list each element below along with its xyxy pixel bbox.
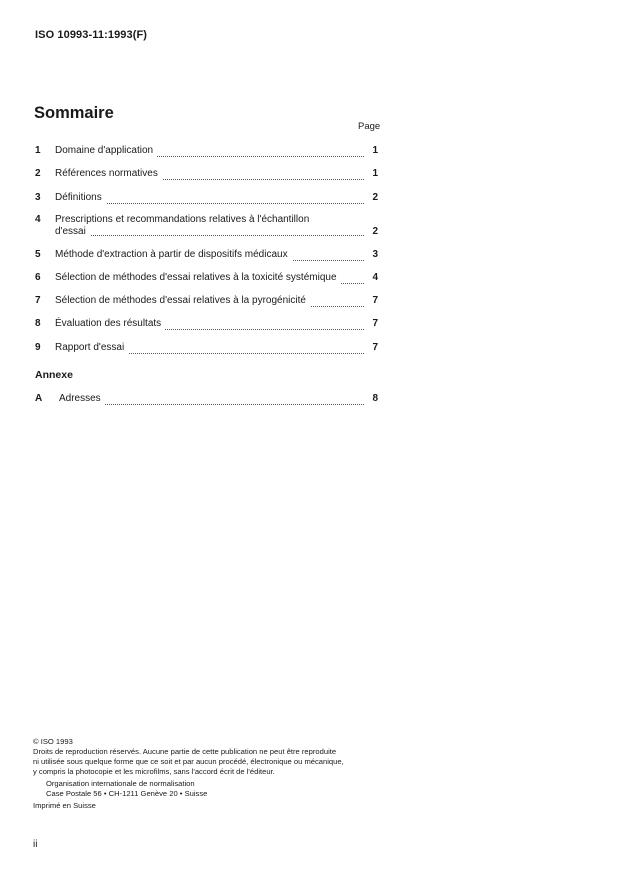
printed-in: Imprimé en Suisse — [33, 801, 96, 810]
toc-entry-number: 2 — [35, 168, 41, 179]
toc-entry[interactable] — [35, 271, 378, 284]
toc-entry-page: 1 — [369, 167, 378, 180]
toc-entry[interactable] — [35, 248, 378, 261]
toc-entry-page: 3 — [369, 248, 378, 261]
toc-entry-page: 1 — [369, 144, 378, 157]
toc-entry-page: 7 — [369, 294, 378, 307]
toc-entry-label-continued: d'essai — [55, 225, 90, 238]
toc-entry-label: Références normatives — [55, 167, 162, 180]
toc-entry-number: 7 — [35, 295, 41, 306]
org-name: Organisation internationale de normalisation — [46, 779, 195, 788]
toc-entry-label: Domaine d'application — [55, 144, 157, 157]
annex-entry-page: 8 — [369, 392, 378, 405]
document-code: ISO 10993-11:1993(F) — [35, 29, 148, 41]
toc-entry-label: Prescriptions et recommandations relatives à l'échantillon — [55, 213, 313, 226]
toc-entry[interactable] — [35, 294, 378, 307]
toc-entry-number: 4 — [35, 214, 41, 225]
toc-title: Sommaire — [34, 104, 114, 122]
copyright-line: © ISO 1993 — [33, 737, 73, 746]
page-number: ii — [33, 839, 38, 850]
toc-entry-page: 2 — [369, 225, 378, 238]
annex-entry-letter: A — [35, 393, 43, 404]
rights-line-3: y compris la photocopie et les microfilms, sans l'accord écrit de l'éditeur. — [33, 767, 275, 776]
toc-entry-number: 3 — [35, 192, 41, 203]
toc-entry[interactable] — [35, 191, 378, 204]
annex-heading: Annexe — [35, 369, 73, 381]
annex-entry[interactable] — [35, 392, 378, 405]
toc-entry-page: 7 — [369, 341, 378, 354]
dot-leader — [55, 235, 364, 236]
toc-entry[interactable] — [35, 341, 378, 354]
toc-entry-page: 7 — [369, 317, 378, 330]
toc-entry-page: 2 — [369, 191, 378, 204]
toc-entry-number: 6 — [35, 272, 41, 283]
toc-entry-label: Rapport d'essai — [55, 341, 128, 354]
toc-entry-number: 5 — [35, 249, 41, 260]
toc-entry-page: 4 — [369, 271, 378, 284]
toc-entry-number: 8 — [35, 318, 41, 329]
toc-entry[interactable] — [35, 317, 378, 330]
toc-entry-label: Méthode d'extraction à partir de dispositifs médicaux — [55, 248, 292, 261]
dot-leader — [59, 404, 364, 405]
toc-entry-number: 1 — [35, 145, 41, 156]
toc-entry[interactable] — [35, 213, 378, 239]
rights-line-2: ni utilisée sous quelque forme que ce soit et par aucun procédé, électronique ou mécanique, — [33, 757, 344, 766]
toc-entry-label: Évaluation des résultats — [55, 317, 165, 330]
toc-entry[interactable] — [35, 144, 378, 157]
org-address: Case Postale 56 • CH-1211 Genève 20 • Suisse — [46, 789, 208, 798]
toc-entry-label: Sélection de méthodes d'essai relatives à la toxicité systémique — [55, 271, 341, 284]
rights-line-1: Droits de reproduction réservés. Aucune partie de cette publication ne peut être reproduite — [33, 747, 337, 756]
annex-entry-label: Adresses — [59, 392, 105, 405]
toc-entry-label: Définitions — [55, 191, 106, 204]
toc-entry[interactable] — [35, 167, 378, 180]
toc-entry-label: Sélection de méthodes d'essai relatives à la pyrogénicité — [55, 294, 310, 307]
toc-entry-number: 9 — [35, 342, 41, 353]
page-column-label: Page — [358, 121, 381, 132]
